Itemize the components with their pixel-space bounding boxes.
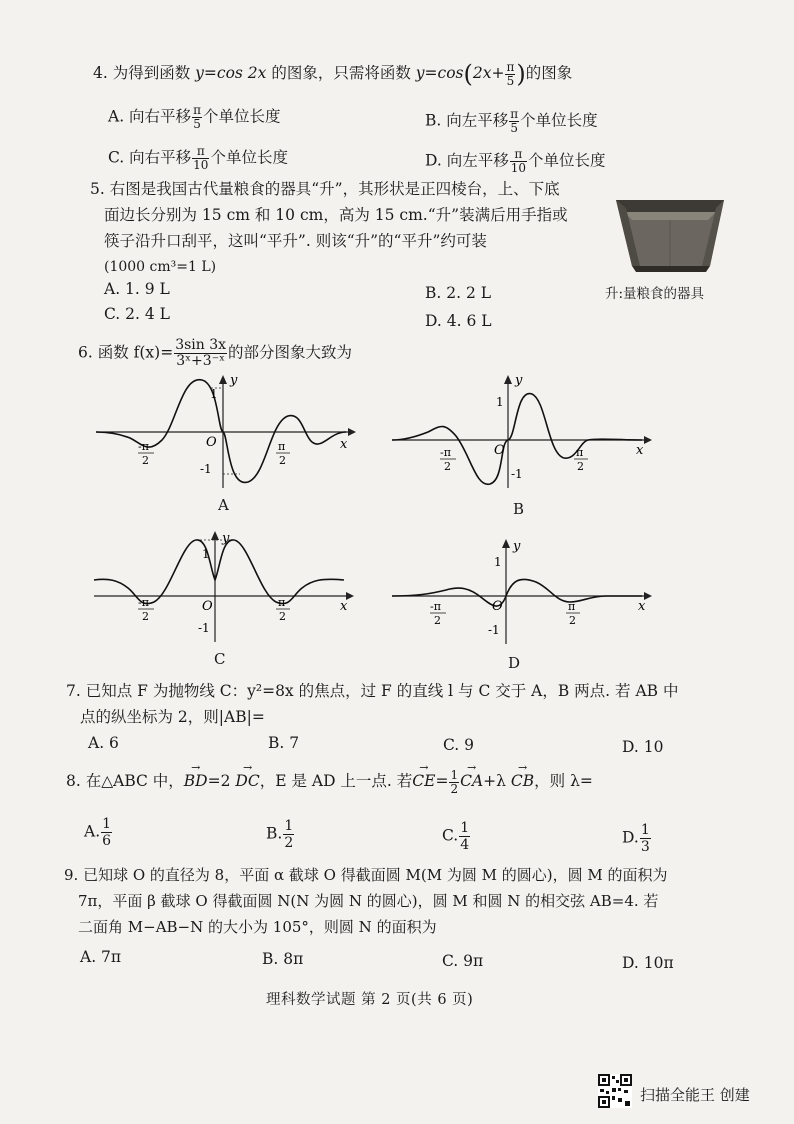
graph-c-x-label: x: [340, 599, 348, 614]
graph-b-tick-pi-den: 2: [577, 460, 584, 473]
graph-b-label: B: [513, 500, 525, 518]
q5-option-d: D. 4. 6 L: [425, 312, 492, 330]
graph-a-label: A: [218, 496, 229, 514]
q9-option-c: C. 9π: [442, 952, 484, 970]
q5-option-b: B. 2. 2 L: [425, 284, 492, 302]
graph-a-tick-neg-pi-den: 2: [142, 454, 149, 467]
q9-option-d: D. 10π: [622, 954, 674, 972]
page-footer: 理科数学试题 第 2 页(共 6 页): [266, 992, 474, 1008]
q7-option-d: D. 10: [622, 738, 664, 756]
q4-stem: 4. 为得到函数 y=cos 2x 的图象，只需将函数 y=cos(2x+ $\frac{\pi}{5}$ )的图象: [93, 59, 573, 88]
qr-code-icon: [598, 1074, 632, 1112]
q5-stem: 5. 右图是我国古代量粮食的器具“升”，其形状是正四棱台，上、下底 面边长分别为 15 cm 和 10 cm，高为 15 cm.“升”装满后用手指或 筷子沿升口刮平，这叫“平升”. 则该“升”的“平升”约可装 (1000 cm³=1 L): [90, 180, 568, 275]
graph-b-tick-1: 1: [496, 395, 504, 409]
graph-c-tick-pi: π: [278, 596, 286, 609]
graph-d-tick-neg-pi: -π: [430, 600, 441, 613]
graph-d: [386, 536, 656, 648]
graph-a: [90, 370, 360, 490]
graph-b-x-label: x: [636, 443, 644, 458]
q9-stem: 9. 已知球 O 的直径为 8，平面 α 截球 O 得截面圆 M(M 为圆 M 的圆心)，圆 M 的面积为 7π，平面 β 截球 O 得截面圆 N(N 为圆 N 的圆心)，圆 M 和圆 N 的相交弦 AB=4. 若 二面角 M−AB−N 的大小为 105°，则圆 N 的面积为: [64, 866, 668, 936]
q4-option-d: D. 向左平移 $\frac{\pi}{10}$ 个单位长度: [425, 147, 606, 175]
q7-stem: 7. 已知点 F 为抛物线 C：y²=8x 的焦点，过 F 的直线 l 与 C 交于 A，B 两点. 若 AB 中 点的纵坐标为 2，则|AB|=: [66, 682, 679, 726]
graph-d-tick-neg1: -1: [488, 623, 500, 637]
graph-c-tick-pi-den: 2: [279, 610, 286, 623]
graph-c-tick-neg-pi-den: 2: [142, 610, 149, 623]
graph-c-label: C: [214, 650, 226, 668]
graph-c: [88, 528, 358, 644]
q7-option-a: A. 6: [88, 734, 119, 752]
q6-stem: 6. 函数 f(x)= $\frac{3\sin 3x}{\text{3ˣ+3⁻ˣ}}$ 的部分图象大致为: [78, 337, 353, 369]
q7-option-b: B. 7: [268, 734, 300, 752]
scanner-watermark: 扫描全能王 创建: [640, 1086, 750, 1104]
q5-option-a: A. 1. 9 L: [104, 280, 170, 298]
q8-option-a: A. $\frac{1}{6}$: [84, 816, 112, 849]
q9-option-a: A. 7π: [80, 948, 122, 966]
graph-b: [386, 370, 656, 490]
q9-option-b: B. 8π: [262, 950, 304, 968]
q4-option-a: A. 向右平移 $\frac{\pi}{5}$ 个单位长度: [108, 103, 281, 131]
graph-d-tick-pi-den: 2: [569, 614, 576, 627]
graph-b-origin: O: [494, 443, 505, 458]
q8-option-c: C. $\frac{1}{4}$: [442, 820, 470, 853]
graph-c-tick-neg1: -1: [198, 621, 210, 635]
graph-d-tick-pi: π: [568, 600, 576, 613]
sheng-vessel-image: [612, 190, 728, 276]
graph-b-tick-neg1: -1: [511, 467, 523, 481]
graph-d-x-label: x: [638, 599, 646, 614]
q8-stem: 8. 在△ABC 中，→ BD=2 → DC，E 是 AD 上一点. 若→ CE= $\frac{1}{2}$ → CA+λ → CB，则 λ=: [66, 768, 593, 796]
q4-option-b: B. 向左平移 $\frac{\pi}{5}$ 个单位长度: [425, 107, 598, 135]
q8-option-b: B. $\frac{1}{2}$: [266, 818, 294, 851]
q8-option-d: D. $\frac{1}{3}$: [622, 822, 650, 855]
graph-a-tick-neg1: -1: [200, 462, 212, 476]
graph-d-tick-1: 1: [494, 555, 502, 569]
graph-a-x-label: x: [340, 437, 348, 452]
graph-d-origin: O: [492, 599, 503, 614]
graph-d-y-label: y: [513, 539, 521, 554]
graph-a-y-label: y: [230, 373, 238, 388]
graph-b-y-label: y: [515, 373, 523, 388]
graph-b-tick-neg-pi: -π: [440, 446, 451, 459]
sheng-caption: 升:量粮食的器具: [605, 286, 705, 302]
graph-c-y-label: y: [222, 531, 230, 546]
graph-a-origin: O: [206, 435, 217, 450]
graph-d-tick-neg-pi-den: 2: [434, 614, 441, 627]
graph-b-tick-neg-pi-den: 2: [444, 460, 451, 473]
graph-b-tick-pi: π: [576, 446, 584, 459]
graph-a-tick-pi: π: [278, 440, 286, 453]
graph-a-tick-neg-pi: -π: [138, 440, 149, 453]
q7-option-c: C. 9: [443, 736, 475, 754]
q5-option-c: C. 2. 4 L: [104, 305, 170, 323]
graph-c-tick-1: 1: [202, 547, 210, 561]
graph-d-label: D: [508, 654, 521, 672]
q4-option-c: C. 向右平移 $\frac{\pi}{10}$ 个单位长度: [108, 144, 288, 172]
graph-a-tick-pi-den: 2: [279, 454, 286, 467]
graph-a-tick-1: 1: [210, 387, 218, 401]
graph-c-origin: O: [202, 599, 213, 614]
graph-c-tick-neg-pi: -π: [138, 596, 149, 609]
